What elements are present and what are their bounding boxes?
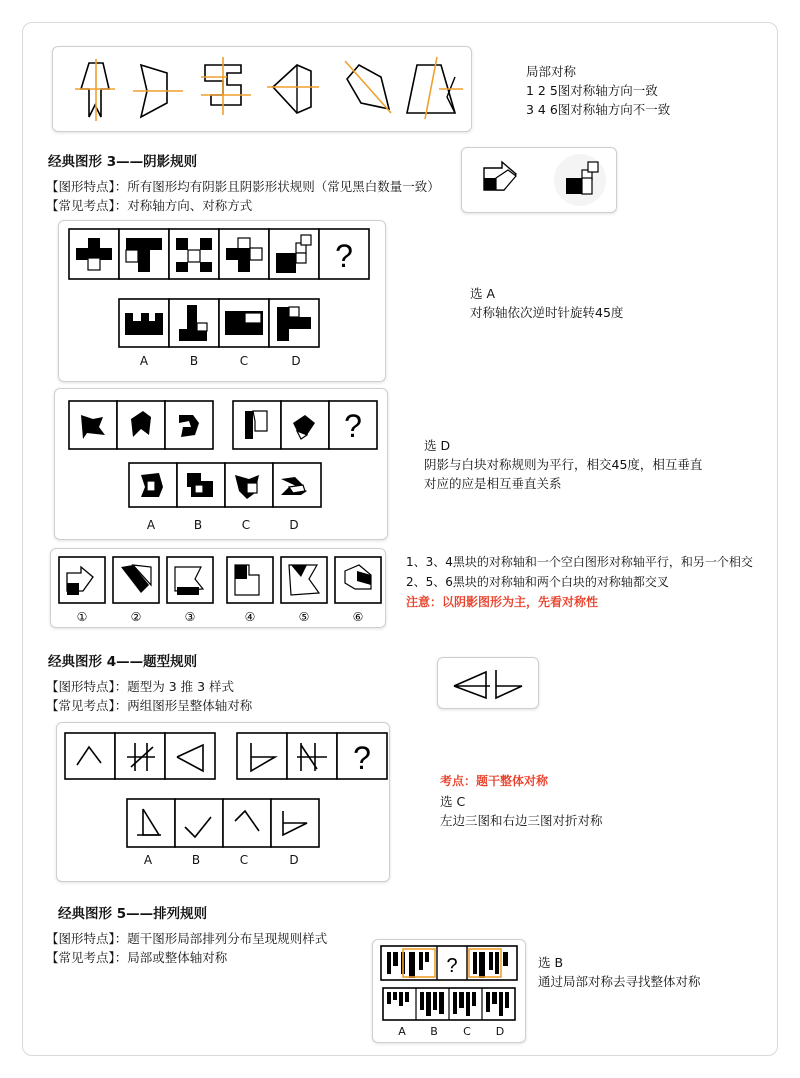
q1-answer: 选 A bbox=[470, 286, 496, 301]
figure-5 bbox=[345, 61, 391, 113]
q5-option-b: B bbox=[430, 1025, 438, 1038]
q1-option-a: A bbox=[139, 354, 149, 368]
q3-number-6: ⑥ bbox=[352, 610, 364, 624]
figure-2 bbox=[133, 65, 183, 117]
q2-option-b: B bbox=[193, 518, 203, 532]
q4-point: 考点：题干整体对称 bbox=[440, 774, 549, 788]
sym-note-line2: 3 4 6图对称轴方向不一致 bbox=[526, 102, 671, 117]
q5-question-mark: ? bbox=[446, 955, 458, 977]
q3-line2: 2、5、6黑块的对称轴和两个白块的对称轴都交叉 bbox=[406, 575, 669, 589]
section4-feature: 【图形特点】：题型为 3 推 3 样式 bbox=[46, 679, 235, 694]
section5-heading: 经典图形 5——排列规则 bbox=[58, 906, 208, 922]
section3-feature: 【图形特点】：所有图形均有阴影且阴影形状规则（常见黑白数量一致） bbox=[46, 179, 440, 194]
q2-explain2: 对应的应是相互垂直关系 bbox=[424, 476, 562, 491]
q1-question-mark: ? bbox=[335, 238, 353, 274]
q2-answer: 选 D bbox=[424, 438, 451, 453]
section4-heading: 经典图形 4——题型规则 bbox=[48, 654, 198, 670]
q5-answer: 选 B bbox=[538, 955, 564, 970]
section5-exam: 【常见考点】：局部或整体轴对称 bbox=[46, 950, 228, 965]
section3-heading: 经典图形 3——阴影规则 bbox=[48, 154, 198, 170]
q3-number-4: ④ bbox=[244, 610, 256, 624]
q1-explain: 对称轴依次逆时针旋转45度 bbox=[470, 305, 624, 320]
q4-answer: 选 C bbox=[440, 794, 466, 809]
symmetry-figures-card bbox=[52, 46, 472, 132]
q2-option-d: D bbox=[289, 518, 299, 532]
q2-option-a: A bbox=[146, 518, 156, 532]
question3-svg bbox=[51, 549, 385, 627]
question1-card bbox=[58, 220, 386, 382]
q5-option-d: D bbox=[495, 1025, 505, 1038]
q3-number-1: ① bbox=[76, 610, 88, 624]
section4-exam: 【常见考点】：两组图形呈整体轴对称 bbox=[46, 698, 253, 713]
section5-feature: 【图形特点】：题干图形局部排列分布呈现规则样式 bbox=[46, 931, 328, 946]
figure-3 bbox=[201, 57, 251, 115]
symmetry-example-card bbox=[437, 657, 539, 709]
shadow-example-svg bbox=[462, 148, 616, 212]
q5-explain: 通过局部对称去寻找整体对称 bbox=[538, 974, 701, 989]
q4-explain: 左边三图和右边三图对折对称 bbox=[440, 813, 603, 828]
q3-note: 注意：以阴影图形为主，先看对称性 bbox=[406, 595, 599, 609]
q1-option-d: D bbox=[291, 354, 301, 368]
figure-4 bbox=[267, 65, 319, 113]
q4-option-d: D bbox=[289, 853, 299, 867]
question4-svg bbox=[57, 723, 389, 881]
q1-option-b: B bbox=[189, 354, 199, 368]
q5-option-a: A bbox=[398, 1025, 406, 1038]
question2-svg bbox=[55, 389, 387, 539]
figure-6 bbox=[407, 57, 463, 119]
q2-question-mark: ? bbox=[344, 408, 362, 444]
sym-note-line1: 1 2 5图对称轴方向一致 bbox=[526, 83, 658, 98]
section3-exam: 【常见考点】：对称轴方向、对称方式 bbox=[46, 198, 253, 213]
sym-note-title: 局部对称 bbox=[526, 64, 577, 79]
q2-explain1: 阴影与白块对称规则为平行，相交45度，相互垂直 bbox=[424, 457, 703, 472]
q4-question-mark: ? bbox=[353, 740, 371, 776]
question2-card bbox=[54, 388, 388, 540]
q3-number-3: ③ bbox=[184, 610, 196, 624]
q4-option-b: B bbox=[191, 853, 201, 867]
symmetry-example-svg bbox=[438, 658, 538, 708]
symmetry-figures-svg bbox=[53, 47, 471, 131]
q3-number-5: ⑤ bbox=[298, 610, 310, 624]
q4-option-c: C bbox=[239, 853, 249, 867]
q1-option-c: C bbox=[239, 354, 249, 368]
q3-number-2: ② bbox=[130, 610, 142, 624]
question3-card bbox=[50, 548, 386, 628]
question4-card bbox=[56, 722, 390, 882]
figure-1 bbox=[75, 59, 115, 121]
q3-line1: 1、3、4黑块的对称轴和一个空白图形对称轴平行，和另一个相交 bbox=[406, 555, 753, 569]
shadow-example-card bbox=[461, 147, 617, 213]
q4-option-a: A bbox=[143, 853, 153, 867]
q2-option-c: C bbox=[241, 518, 251, 532]
question1-svg bbox=[59, 221, 385, 381]
q5-option-c: C bbox=[463, 1025, 471, 1038]
